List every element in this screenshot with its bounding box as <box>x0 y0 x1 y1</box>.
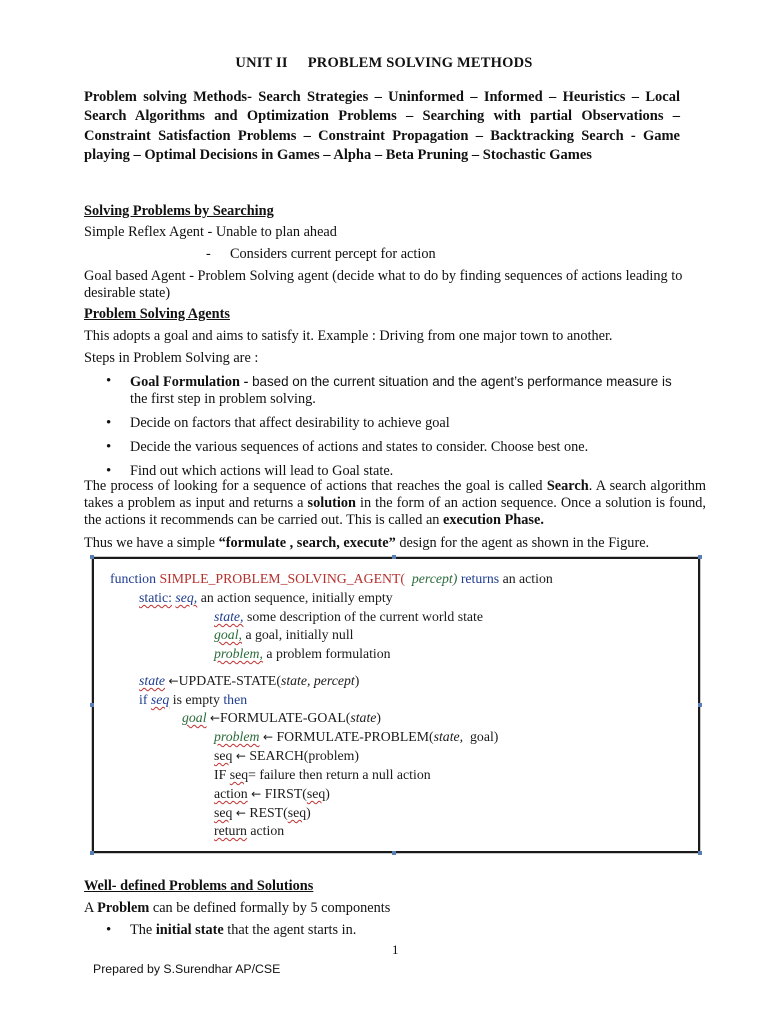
code-text: is empty <box>172 692 220 707</box>
resize-handle[interactable] <box>90 703 94 707</box>
var-problem: problem, <box>214 646 263 661</box>
code-line <box>139 692 247 708</box>
kw-returns: returns <box>460 571 500 586</box>
var-state: state, <box>214 609 244 624</box>
para-text: that the agent starts in. <box>223 922 357 938</box>
unit-label: UNIT II <box>235 55 288 71</box>
code-text: a problem formulation <box>266 646 391 661</box>
section-heading-solving <box>84 203 709 220</box>
unit-title <box>0 55 768 72</box>
return-type: an action <box>502 571 553 586</box>
var-seq: seq <box>214 748 233 763</box>
list-item <box>84 922 709 939</box>
term-execution: execution Phase. <box>443 512 544 528</box>
code-line <box>214 805 311 821</box>
var-goal: goal <box>182 710 207 725</box>
call-close: ) <box>325 786 330 801</box>
var-action: action <box>214 786 248 801</box>
dash-marker: - <box>206 246 211 262</box>
section-heading-text: Solving Problems by Searching <box>84 203 274 219</box>
para-text: Thus we have a simple <box>84 535 219 551</box>
design-phrase: “formulate , search, execute” <box>218 535 396 551</box>
code-line <box>139 673 359 689</box>
resize-handle[interactable] <box>698 851 702 855</box>
call-close: ) <box>306 805 311 820</box>
section-heading-well-defined <box>84 878 709 895</box>
var-seq: seq <box>229 767 249 782</box>
steps-intro: Steps in Problem Solving are : <box>84 350 259 366</box>
resize-handle[interactable] <box>392 851 396 855</box>
term-initial-state: initial state <box>155 922 224 938</box>
syllabus-paragraph: Problem solving Methods- Search Strategies – Uninformed – Informed – Heuristics – Local Search Algorithms and Optimization Problems – Searching with partial Observations – Constraint Satisfaction Problems – Constraint Propagation – Backtracking Search - Game playing – Optimal Decisions in Games – Alpha – Beta Pruning – Stochastic Games <box>84 89 680 163</box>
para-text: A <box>84 900 98 916</box>
term-search: Search <box>546 478 589 494</box>
unit-heading: PROBLEM SOLVING METHODS <box>307 55 533 71</box>
call-rest: REST( <box>249 805 288 820</box>
code-line <box>139 590 393 606</box>
var-state: state <box>139 673 166 688</box>
code-line <box>110 571 553 587</box>
param-percept: percept) <box>411 571 458 586</box>
var-goal: goal, <box>214 627 242 642</box>
list-item: • Decide the various sequences of actions and states to consider. Choose best one. <box>84 439 709 456</box>
var-seq: seq, <box>175 590 198 605</box>
design-paragraph <box>84 535 709 552</box>
term-problem: Problem <box>97 900 150 916</box>
resize-handle[interactable] <box>698 703 702 707</box>
resize-handle[interactable] <box>90 555 94 559</box>
code-line <box>214 627 354 643</box>
step-bold: Goal Formulation - <box>130 374 249 390</box>
assign-arrow: ← <box>235 806 246 820</box>
code-text: some description of the current world state <box>246 609 483 624</box>
step-text-cont: the first step in problem solving. <box>130 391 316 407</box>
term-solution: solution <box>307 495 356 511</box>
kw-static: static: <box>139 590 172 605</box>
page-number: 1 <box>392 942 399 957</box>
section-heading-text: Well- defined Problems and Solutions <box>84 878 314 894</box>
code-line <box>214 748 359 764</box>
para-text: design for the agent as shown in the Figure. <box>395 535 650 551</box>
reflex-sub-line <box>84 246 709 263</box>
var-seq: seq <box>214 805 233 820</box>
goal-based-paragraph: Goal based Agent - Problem Solving agent (decide what to do by finding sequences of actions leading to desirable state) <box>84 268 683 301</box>
para-text: can be defined formally by 5 components <box>149 900 391 916</box>
call-args: state, percept <box>280 673 355 688</box>
resize-handle[interactable] <box>392 555 396 559</box>
search-paragraph <box>84 478 706 529</box>
assign-arrow: ← <box>168 674 179 688</box>
step-text: based on the current situation and the agent’s performance measure is <box>248 374 672 389</box>
kw-if: IF <box>214 767 227 782</box>
call-close: goal) <box>470 729 499 744</box>
call-close: ) <box>354 673 360 688</box>
para-text: in the form of an action sequence. Once a solution is found, the actions it recommends can be carried out. This is called an <box>84 495 706 528</box>
kw-if: if <box>139 692 148 707</box>
call-args: state, <box>433 729 464 744</box>
assign-arrow: ← <box>251 787 262 801</box>
code-line <box>214 729 498 745</box>
code-line <box>214 609 483 625</box>
call-close: ) <box>376 710 382 725</box>
code-text: = failure then return a null action <box>248 767 431 782</box>
code-text: a goal, initially null <box>245 627 354 642</box>
var-seq: seq <box>306 786 326 801</box>
assign-arrow: ← <box>262 730 273 744</box>
pseudocode-figure <box>92 557 700 853</box>
reflex-sub-text: Considers current percept for action <box>230 246 436 262</box>
call-update-state: UPDATE-STATE( <box>178 673 281 688</box>
var-problem: problem <box>214 729 260 744</box>
code-line <box>214 786 330 802</box>
code-line <box>182 710 381 726</box>
assign-arrow: ← <box>235 749 246 763</box>
call-search: SEARCH(problem) <box>249 748 359 763</box>
section-heading-text: Problem Solving Agents <box>84 306 230 322</box>
call-formulate-goal: FORMULATE-GOAL( <box>220 710 351 725</box>
list-item <box>84 373 709 408</box>
steps-list <box>84 373 709 487</box>
kw-return: return <box>214 823 247 838</box>
para-text: The process of looking for a sequence of actions that reaches the goal is called <box>84 478 547 494</box>
list-item: • Decide on factors that affect desirability to achieve goal <box>84 415 709 432</box>
call-formulate-problem: FORMULATE-PROBLEM( <box>276 729 434 744</box>
var-seq: seq <box>150 692 170 707</box>
list-item: • Find out which actions will lead to Goal state. <box>84 463 709 480</box>
resize-handle[interactable] <box>90 851 94 855</box>
para-text: The <box>130 922 156 938</box>
para-text: . A search algorithm takes a problem as input and returns a <box>84 478 706 511</box>
call-first: FIRST( <box>264 786 307 801</box>
reflex-agent-line: Simple Reflex Agent - Unable to plan ahead <box>84 224 337 240</box>
code-line <box>214 823 284 839</box>
var-seq: seq <box>287 805 307 820</box>
assign-arrow: ← <box>209 711 221 725</box>
code-line <box>214 646 391 662</box>
kw-then: then <box>223 692 248 707</box>
resize-handle[interactable] <box>698 555 702 559</box>
code-text: an action sequence, initially empty <box>200 590 393 605</box>
problem-definition-line <box>84 900 709 917</box>
kw-function: function <box>110 571 156 586</box>
code-line <box>214 767 431 783</box>
section-heading-agents <box>84 306 709 323</box>
agents-intro: This adopts a goal and aims to satisfy it. Example : Driving from one major town to another. <box>84 328 613 344</box>
footer-credit: Prepared by S.Surendhar AP/CSE <box>93 962 281 976</box>
code-text: action <box>250 823 285 838</box>
function-name: SIMPLE_PROBLEM_SOLVING_AGENT( <box>159 571 405 586</box>
call-args: state <box>350 710 377 725</box>
